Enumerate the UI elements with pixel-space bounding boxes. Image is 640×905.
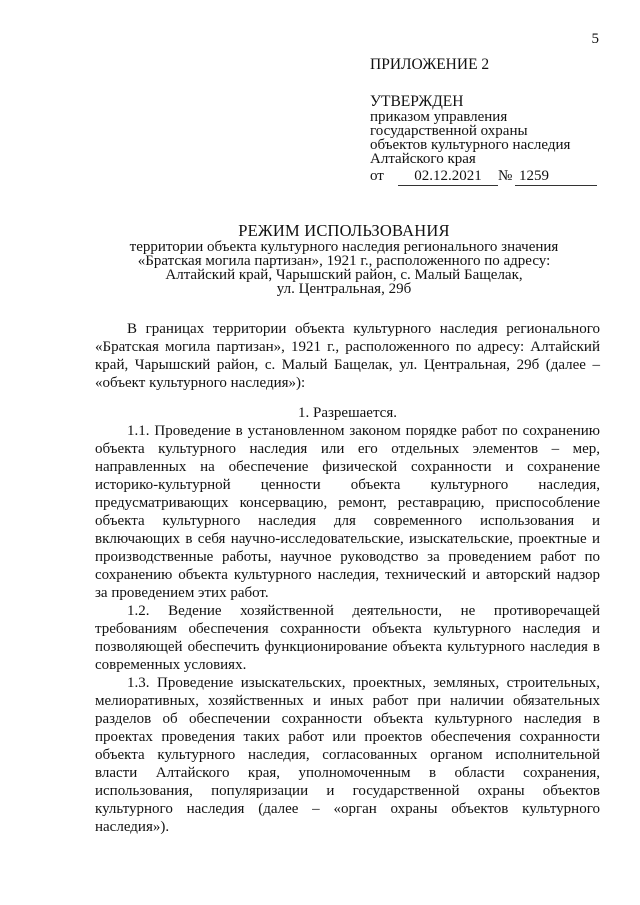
approved-label: УТВЕРЖДЕН [370,93,464,110]
subtitle-line: «Братская могила партизан», 1921 г., расположенного по адресу: [137,253,551,269]
item-paragraph: 1.1. Проведение в установленном законом порядке работ по сохранению объекта культурного наследия или его отдельных элементов – мер, направленных на обеспечение физической сохранности и сохранение историко-культурной ценности объекта культурного наследия, предусматривающих консервацию, ремонт, реставрацию, приспособление объекта культурного наследия для современного использования и включающих в себя научно-исследовательские, изыскательские, проектные и производственные работы, научное руководство за проведением работ по сохранению объекта культурного наследия, технический и авторский надзор за проведением этих работ. [95,423,600,601]
approval-line: объектов культурного наследия [370,137,571,153]
annex-label: ПРИЛОЖЕНИЕ 2 [370,56,490,73]
order-number: 1259 [515,168,597,186]
item-paragraph: 1.2. Ведение хозяйственной деятельности, не противоречащей требованиям обеспечения сохранности объекта культурного наследия и позволяющей обеспечить функционирование объекта культурного наследия в современных условиях. [95,603,600,673]
order-reference [370,168,610,188]
document-title-block [88,221,600,296]
section-heading: 1. Разрешается. [298,405,397,421]
approval-line: государственной охраны [370,123,528,139]
approval-stamp [370,56,610,188]
document-title: РЕЖИМ ИСПОЛЬЗОВАНИЯ [238,221,450,240]
approval-line: Алтайского края [370,151,476,167]
document-body [95,320,600,836]
intro-paragraph: В границах территории объекта культурного наследия регионального «Братская могила партизан», 1921 г., расположенного по адресу: Алтайский край, Чарышский район, с. Малый Бащелак, ул. Центральная, 29б (далее – «объект культурного наследия»): [95,321,600,391]
from-label: от [370,168,384,184]
approval-line: приказом управления [370,109,508,125]
page-number: 5 [591,31,599,47]
subtitle-line: территории объекта культурного наследия регионального значения [129,239,559,255]
number-label: № [498,168,513,184]
subtitle-line: Алтайский край, Чарышский район, с. Малый Бащелак, [165,267,523,283]
order-date: 02.12.2021 [398,168,498,186]
subtitle-line: ул. Центральная, 29б [276,281,412,297]
item-paragraph: 1.3. Проведение изыскательских, проектных, земляных, строительных, мелиоративных, хозяйственных и иных работ при наличии обязательных разделов об обеспечении сохранности объекта культурного наследия в проектах проведения таких работ или проектов обеспечения сохранности объекта культурного наследия, согласованных органом исполнительной власти Алтайского края, уполномоченным в области сохранения, использования, популяризации и государственной охраны объектов культурного наследия (далее – «орган охраны объектов культурного наследия»). [95,675,600,835]
